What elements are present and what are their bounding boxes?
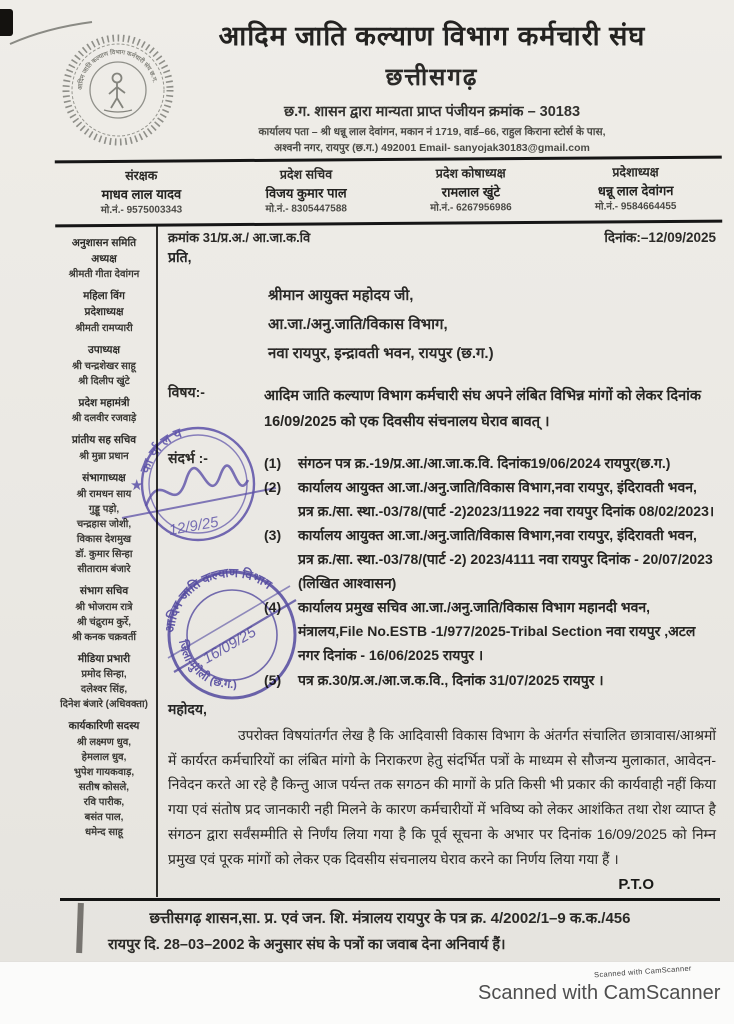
prati-label: प्रति, bbox=[168, 248, 192, 265]
letter-number-row bbox=[168, 228, 716, 246]
letter-body: उपरोक्त विषयांतर्गत लेख है कि आदिवासी विकास विभाग के अंतर्गत संचालित छात्रावास/आश्रमों में कार्यरत कर्मचारियों का लंबित मांगो के निराकरण हेतु संदर्भित पत्रों के माध्यम से सौजन्य मुलाकात, आवेदन-निवेदन करते आ रहे है किन्तु आज पर्यन्त तक सगठन की मागों के प्रति किसी भी प्रकार की कार्यवाही नहीं किया गया एवं संतोष प्रद जानकारी नही मिलने के कारण कर्मचारीयों में भविष्य को लेकर आशंकित तथा रोश व्याप्त है संगठन द्वारा सर्वंसम्मीति से निर्णंय लिया गया है कि पूर्व सूचना के अभार पर दिनांक 16/09/2025 को निम्न प्रमुख एवं पूरक मांगों को लेकर एक दिवसीय संचनालय घेराव करने का निर्णय लिया गया हैं । bbox=[168, 726, 716, 868]
sidebar-entry: सीताराम बंजारे bbox=[77, 563, 131, 575]
sidebar-entry: डॉ. कुमार सिन्हा bbox=[75, 548, 133, 560]
union-seal-icon bbox=[56, 26, 180, 158]
greeting: महोदय, bbox=[168, 700, 207, 717]
pto-label: P.T.O bbox=[618, 876, 654, 894]
letterhead-titles bbox=[162, 20, 702, 156]
stamp-star-icon: ★ bbox=[130, 477, 144, 494]
union-round-stamp bbox=[146, 560, 318, 710]
reference-text: कार्यालय आयुक्त आ.जा./अनु.जाति/विकास विभाग,नवा रायपुर, इंदिरावती भवन, प्रत्र क्र./सा. स्था.-03/78/(पार्ट -2)2023/11922 नवा रायपुर दिनांक 08/02/2023। bbox=[298, 478, 715, 520]
letter-footer bbox=[60, 898, 720, 954]
sidebar-entry: प्रांतीय सह सचिव bbox=[71, 434, 137, 447]
reference-text: कार्यालय आयुक्त आ.जा./अनु.जाति/विकास विभाग,नवा रायपुर, इंदिरावती भवन, प्रत्र क्र./सा. स्था.-03/78/(पार्ट -2) 2023/4111 नवा रायपुर दिनांक - 20/07/2023 (लिखित आश्वासन) bbox=[298, 527, 713, 592]
registration-line: छ.ग. शासन द्वारा मान्यता प्राप्त पंजीयन क्रमांक – 30183 bbox=[283, 103, 581, 120]
office-address-line1: कार्यालय पता – श्री धन्नू लाल देवांगन, मकान नं 1719, वार्ड–66, राहुल किराना स्टोर्स के पास, bbox=[258, 125, 606, 138]
sidebar-entry: श्री कनक चक्रवर्ती bbox=[71, 631, 137, 643]
official-card bbox=[388, 165, 553, 216]
addressee-line: नवा रायपुर, इन्द्रावती भवन, रायपुर (छ.ग.) bbox=[268, 345, 494, 363]
sidebar-entry: श्री भोजराम रात्रे bbox=[75, 601, 133, 613]
office-bearers-sidebar bbox=[55, 225, 158, 897]
official-phone: मो.नं.- 8305447588 bbox=[265, 203, 347, 216]
sidebar-entry: संभागाध्यक्ष bbox=[82, 472, 126, 485]
letter-number: क्रमांक 31/प्र.अ./ आ.जा.क.वि bbox=[168, 229, 311, 245]
sidebar-entry: सतीष कोसले, bbox=[78, 782, 130, 794]
state-name: छत्तीसगढ़ bbox=[385, 63, 479, 91]
official-phone: मो.नं.- 9584664455 bbox=[595, 201, 677, 213]
officials-bar bbox=[55, 156, 722, 228]
stamp-handwritten-date: 16/09/25 bbox=[200, 623, 260, 668]
sidebar-entry: श्री दिलीप खुंटे bbox=[78, 375, 130, 387]
sidebar-entry: श्री लक्ष्मण धुव, bbox=[76, 737, 132, 749]
sidebar-entry: प्रदेश महामंत्री bbox=[78, 396, 130, 409]
sidebar-entry: श्रीमती रामप्यारी bbox=[75, 322, 133, 334]
sidebar-entry: श्रीमती गीता देवांगन bbox=[68, 269, 140, 281]
sidebar-entry: गुड्डू पड़ो, bbox=[88, 503, 120, 515]
reference-number: (2) bbox=[264, 478, 282, 495]
svg-text:कार्यालय: कार्यालय bbox=[137, 423, 188, 475]
official-role: संरक्षक bbox=[125, 168, 158, 183]
sidebar-entry: संभाग सचिव bbox=[79, 584, 129, 597]
footer-line2: रायपुर दि. 28–03–2002 के अनुसार संघ के पत्रों का जवाब देना अनिवार्य हैं। bbox=[108, 937, 506, 953]
sidebar-entry: कार्यकारिणी सदस्य bbox=[68, 720, 140, 733]
reference-label: संदर्भ :- bbox=[168, 449, 208, 466]
letter-date: दिनांक:–12/09/2025 bbox=[604, 229, 716, 245]
document-frame bbox=[55, 158, 722, 960]
official-name: रामलाल खुंटे bbox=[441, 184, 501, 200]
reference-item bbox=[264, 475, 716, 523]
svg-text:जिला-मुंगेली (छ.ग.): जिला-मुंगेली (छ.ग.) bbox=[176, 639, 238, 692]
office-address bbox=[162, 125, 702, 157]
sidebar-entry: दलेश्वर सिंह, bbox=[80, 684, 128, 696]
sidebar-entry: अनुशासन समिति bbox=[71, 236, 137, 249]
reference-text: पत्र क्र.30/प्र.अ./आ.ज.क.वि., दिनांक 31/07/2025 रायपुर । bbox=[298, 671, 604, 688]
reference-text: संगठन पत्र क्र.-19/प्र.आ./आ.जा.क.वि. दिनांक19/06/2024 रायपुर(छ.ग.) bbox=[298, 454, 671, 471]
reference-item bbox=[264, 668, 716, 692]
sidebar-entry: दिनेश बंजारे (अधिवक्ता) bbox=[60, 699, 148, 711]
official-card bbox=[224, 166, 389, 217]
sidebar-entry: भुपेश गायकवाड़, bbox=[73, 767, 135, 779]
official-name: धन्नू लाल देवांगन bbox=[597, 182, 674, 199]
sidebar-entry: श्री चन्द्रशेखर साहू bbox=[72, 360, 136, 372]
reference-item bbox=[264, 595, 716, 667]
svg-text:आदिम जाति कल्याण विभाग: आदिम जाति कल्याण विभाग bbox=[162, 565, 275, 634]
official-card bbox=[59, 167, 224, 218]
sidebar-entry: रवि पारीक, bbox=[83, 797, 125, 809]
official-name: माधव लाल यादव bbox=[101, 186, 182, 202]
camscanner-band bbox=[0, 961, 734, 1024]
official-card bbox=[553, 164, 718, 215]
sidebar-entry: धमेन्द साहू bbox=[85, 827, 123, 839]
sidebar-entry: उपाध्यक्ष bbox=[87, 343, 120, 356]
sidebar-entry: महिला विंग bbox=[83, 290, 125, 303]
sidebar-entry: प्रमोद सिन्हा, bbox=[81, 669, 127, 681]
sidebar-entry: प्रदेशाध्यक्ष bbox=[84, 306, 124, 319]
camscanner-watermark-large: Scanned with CamScanner bbox=[478, 982, 721, 1004]
sidebar-entry: मीडिया प्रभारी bbox=[77, 652, 131, 665]
reference-number: (3) bbox=[264, 527, 282, 544]
official-phone: मो.नं.- 9575003343 bbox=[100, 204, 183, 217]
official-role: प्रदेश सचिव bbox=[279, 167, 333, 182]
addressee-block bbox=[268, 281, 716, 369]
letterhead bbox=[12, 20, 722, 156]
footer-line1: छत्तीसगढ़ शासन,सा. प्र. एवं जन. शि. मंत्रालय रायपुर के पत्र क्र. 4/2002/1–9 क.क./456 bbox=[149, 910, 631, 927]
sidebar-entry: चन्द्रहास जोशी, bbox=[76, 518, 132, 530]
addressee-line: श्रीमान आयुक्त महोदय जी, bbox=[268, 286, 414, 304]
sidebar-entry: श्री मुन्ना प्रधान bbox=[79, 451, 129, 463]
reference-item bbox=[264, 523, 716, 595]
sidebar-entry: श्री रामधन साय bbox=[76, 488, 132, 500]
office-address-line2: अश्वनी नगर, रायपुर (छ.ग.) 492001 Email- sanyojak30183@gmail.com bbox=[274, 141, 590, 154]
official-role: प्रदेश कोषाध्यक्ष bbox=[435, 166, 506, 181]
subject-text: आदिम जाति कल्याण विभाग कर्मचारी संघ अपने लंबित विभिन्न मांगों को लेकर दिनांक 16/09/2025 को एक दिवसीय संचनालय घेराव बावत् । bbox=[264, 387, 702, 430]
reference-item bbox=[264, 451, 716, 475]
svg-text:आदिम जाति कल्याण विभाग कर्मचार: आदिम जाति कल्याण विभाग कर्मचारी संघ छ.ग. bbox=[76, 48, 159, 91]
sidebar-entry: श्री चंद्रुराम कुर्रे, bbox=[76, 616, 132, 628]
camscanner-watermark-small: Scanned with CamScanner bbox=[593, 963, 692, 980]
addressee-line: आ.जा./अनु.जाति/विकास विभाग, bbox=[268, 316, 448, 334]
stamp-signature-scribble bbox=[146, 466, 248, 506]
subject-label: विषय:- bbox=[168, 383, 205, 400]
sidebar-entry: अध्यक्ष bbox=[91, 252, 117, 265]
reference-number: (4) bbox=[264, 599, 282, 616]
sidebar-entry: विकास देशमुख bbox=[76, 533, 132, 545]
org-name: आदिम जाति कल्याण विभाग कर्मचारी संघ bbox=[218, 21, 646, 51]
official-name: विजय कुमार पाल bbox=[265, 185, 347, 201]
reference-number: (5) bbox=[264, 671, 282, 688]
stamp-handwritten-date: 12/9/25 bbox=[167, 513, 220, 540]
reference-number: (1) bbox=[264, 454, 282, 471]
office-round-stamp bbox=[116, 418, 284, 552]
sidebar-entry: बसंत पाल, bbox=[84, 812, 124, 824]
seal-figure-icon bbox=[104, 74, 132, 113]
official-phone: मो.नं.- 6267956986 bbox=[430, 202, 512, 215]
sidebar-entry: हेमलाल धुव, bbox=[81, 752, 127, 764]
reference-text: कार्यालय प्रमुख सचिव आ.जा./अनु.जाति/विकास विभाग महानदी भवन, मंत्रालय,File No.ESTB -1/977/2025-Tribal Section नवा रायपुर ,अटल नगर दिनांक - 16/06/2025 रायपुर । bbox=[298, 599, 696, 664]
official-role: प्रदेशाध्यक्ष bbox=[612, 165, 659, 180]
sidebar-entry: श्री दलवीर रजवाड़े bbox=[71, 413, 137, 425]
